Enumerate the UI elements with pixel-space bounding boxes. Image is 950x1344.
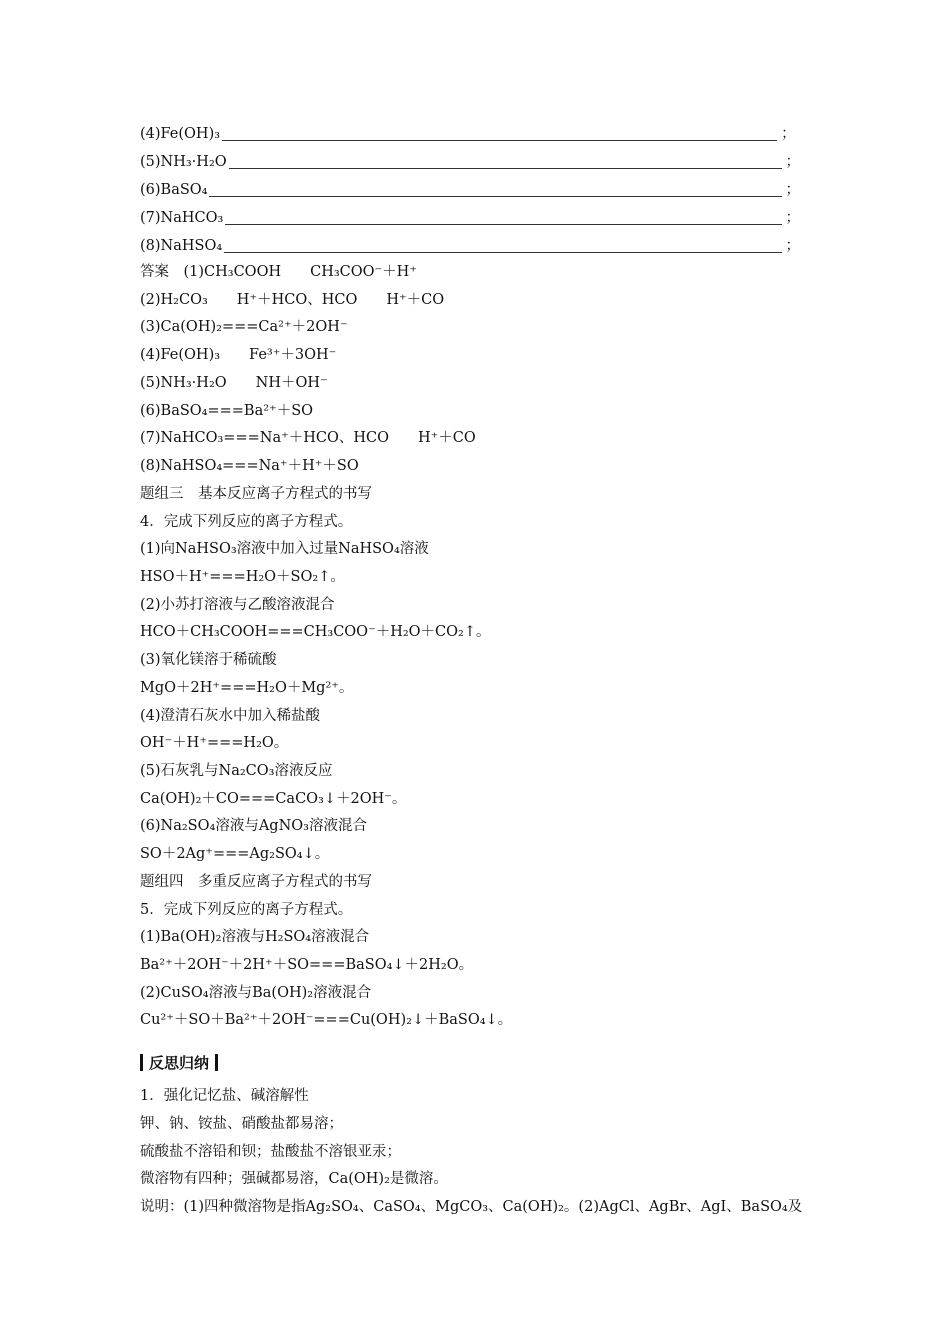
answer-line: (4)Fe(OH)₃ Fe³⁺＋3OH⁻ — [140, 347, 337, 363]
answer-blank[interactable] — [229, 154, 782, 169]
blank-end: ； — [785, 210, 800, 226]
equation-line: SO＋2Ag⁺===Ag₂SO₄↓。 — [140, 846, 330, 862]
heading-bar-left — [140, 1054, 143, 1071]
equation-line: Ba²⁺＋2OH⁻＋2H⁺＋SO===BaSO₄↓＋2H₂O。 — [140, 957, 474, 973]
answer-line: (7)NaHCO₃===Na⁺＋HCO、HCO H⁺＋CO — [140, 430, 476, 446]
blank-label: (7)NaHCO₃ — [140, 210, 224, 226]
question-item: (2)小苏打溶液与乙酸溶液混合 — [140, 597, 335, 613]
question-item: (1)向NaHSO₃溶液中加入过量NaHSO₄溶液 — [140, 541, 429, 557]
reflection-line: 硫酸盐不溶铅和钡；盐酸盐不溶银亚汞； — [140, 1144, 401, 1160]
question-item: (4)澄清石灰水中加入稀盐酸 — [140, 708, 321, 724]
reflection-line: 钾、钠、铵盐、硝酸盐都易溶； — [140, 1116, 343, 1132]
answer-intro: 答案 (1)CH₃COOH CH₃COO⁻＋H⁺ — [140, 264, 417, 280]
blank-row-6 — [140, 180, 800, 200]
answer-line: (8)NaHSO₄===Na⁺＋H⁺＋SO — [140, 458, 359, 474]
reflection-line: 微溶物有四种；强碱都易溶，Ca(OH)₂是微溶。 — [140, 1171, 448, 1187]
equation-line: HSO＋H⁺===H₂O＋SO₂↑。 — [140, 569, 345, 585]
blank-end: ； — [785, 182, 800, 198]
answer-blank[interactable] — [222, 126, 777, 141]
blank-label: (5)NH₃·H₂O — [140, 154, 227, 170]
blank-end: ； — [785, 238, 800, 254]
answer-line: (2)H₂CO₃ H⁺＋HCO、HCO H⁺＋CO — [140, 292, 445, 308]
reflection-heading — [140, 1052, 224, 1073]
question-item: (3)氧化镁溶于稀硫酸 — [140, 652, 277, 668]
blank-row-4 — [140, 124, 800, 144]
question-item: (1)Ba(OH)₂溶液与H₂SO₄溶液混合 — [140, 929, 370, 945]
question-item: (6)Na₂SO₄溶液与AgNO₃溶液混合 — [140, 818, 367, 834]
blank-end: ； — [781, 126, 796, 142]
equation-line: OH⁻＋H⁺===H₂O。 — [140, 735, 289, 751]
equation-line: Ca(OH)₂＋CO===CaCO₃↓＋2OH⁻。 — [140, 791, 407, 807]
reflection-line: 说明：(1)四种微溶物是指Ag₂SO₄、CaSO₄、MgCO₃、Ca(OH)₂。(2)AgCl、AgBr、AgI、BaSO₄及 — [140, 1199, 803, 1215]
group-title: 题组四 多重反应离子方程式的书写 — [140, 874, 372, 890]
answer-blank[interactable] — [209, 182, 781, 197]
blank-label: (4)Fe(OH)₃ — [140, 126, 221, 142]
group-title: 题组三 基本反应离子方程式的书写 — [140, 486, 372, 502]
blank-row-7 — [140, 208, 800, 228]
blank-row-5 — [140, 152, 800, 172]
answer-blank[interactable] — [224, 238, 781, 253]
answer-line: (6)BaSO₄===Ba²⁺＋SO — [140, 403, 314, 419]
answer-blank[interactable] — [225, 210, 781, 225]
answer-line: (3)Ca(OH)₂===Ca²⁺＋2OH⁻ — [140, 319, 348, 335]
blank-label: (6)BaSO₄ — [140, 182, 208, 198]
blank-row-8 — [140, 236, 800, 256]
blank-end: ； — [785, 154, 800, 170]
reflection-line: 1．强化记忆盐、碱溶解性 — [140, 1088, 309, 1104]
equation-line: HCO＋CH₃COOH===CH₃COO⁻＋H₂O＋CO₂↑。 — [140, 624, 491, 640]
equation-line: Cu²⁺＋SO＋Ba²⁺＋2OH⁻===Cu(OH)₂↓＋BaSO₄↓。 — [140, 1012, 513, 1028]
blank-label: (8)NaHSO₄ — [140, 238, 223, 254]
heading-bar-right — [215, 1054, 218, 1071]
question-stem: 4．完成下列反应的离子方程式。 — [140, 514, 353, 530]
equation-line: MgO＋2H⁺===H₂O＋Mg²⁺。 — [140, 680, 354, 696]
reflection-title: 反思归纳 — [149, 1054, 210, 1072]
answer-line: (5)NH₃·H₂O NH＋OH⁻ — [140, 375, 328, 391]
question-item: (2)CuSO₄溶液与Ba(OH)₂溶液混合 — [140, 985, 372, 1001]
question-item: (5)石灰乳与Na₂CO₃溶液反应 — [140, 763, 333, 779]
question-stem: 5．完成下列反应的离子方程式。 — [140, 902, 353, 918]
